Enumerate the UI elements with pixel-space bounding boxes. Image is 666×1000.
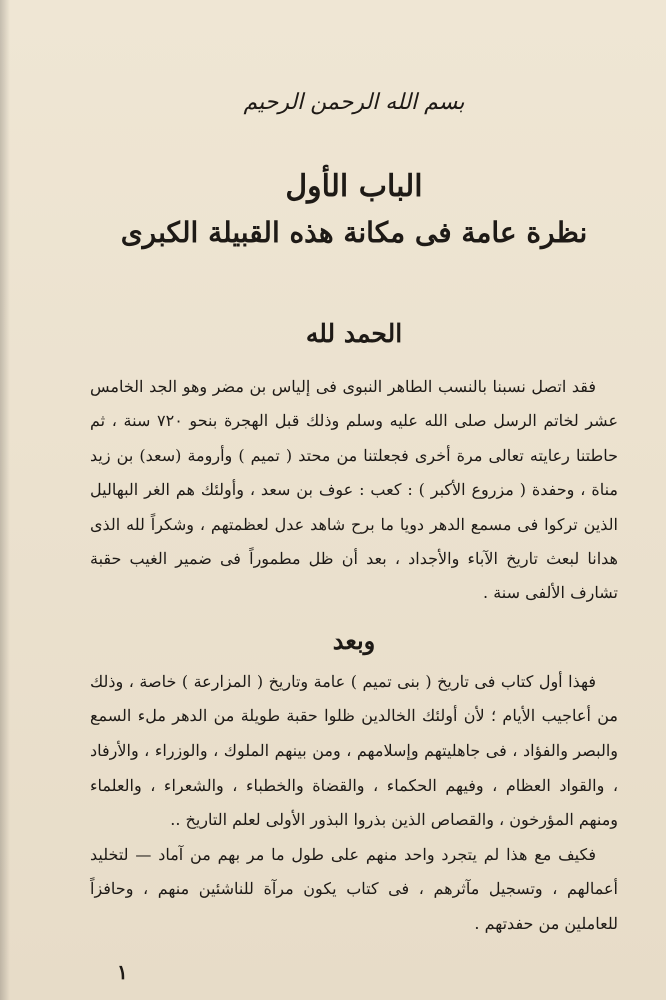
- baad-heading: وبعد: [332, 625, 376, 655]
- chapter-subtitle: نظرة عامة فى مكانة هذه القبيلة الكبرى: [120, 216, 588, 249]
- basmala: بسم الله الرحمن الرحيم: [243, 90, 465, 115]
- baad-paragraph-1: فهذا أول كتاب فى تاريخ ( بنى تميم ) عامة وتاريخ ( المزارعة ) خاصة ، وذلك من أعاجيب الأيام ؛ لأن أولئك الخالدين ظلوا حقبة طويلة من الدهر ملء السمع والبصر والفؤاد ، فى جاهليتهم وإسلامهم ، ومن بينهم الملوك ، والوزراء ، والأرفاد ، والقواد العظام ، وفيهم الحكماء ، والقضاة والخطباء ، والشعراء ، والعلماء ومنهم المؤرخون ، والقصاص الذين بذروا البذور الأولى لعلم التاريخ ..: [90, 671, 619, 830]
- chapter-title: الباب الأول: [285, 169, 423, 204]
- hamd-heading: الحمد لله: [305, 319, 403, 348]
- hamd-paragraph: فقد اتصل نسبنا بالنسب الطاهر النبوى فى إلياس بن مضر وهو الجد الخامس عشر لخاتم الرسل صلى الله عليه وسلم وذلك قبل الهجرة بنحو ٧٢٠ سنة ، ثم حاطتنا رعايته تعالى مرة أخرى فجعلتنا من محتد ( تميم ) وأرومة (سعد) بن زيد مناة ، وحفدة ( مزروع الأكبر ) : كعب : عوف بن سعد ، وأولئك هم الغر البهاليل الذين تركوا فى مسمع الدهر دويا ما برح شاهد عدل لعظمتهم ، وشكراً لله الذى هدانا لبعث تاريخ الآباء والأجداد ، بعد أن ظل مطموراً فى ضمير الغيب حقبة تشارف الألفى سنة .: [90, 377, 618, 603]
- page-gutter-shadow: [0, 0, 10, 1000]
- page-number: ١: [117, 960, 128, 984]
- baad-paragraph-2: فكيف مع هذا لم يتجرد واحد منهم على طول ما مر بهم من آماد — لتخليد أعمالهم ، وتسجيل مآثرهم ، فى كتاب يكون مرآة للناشئين منهم ، وحافزاً للعاملين من حفدتهم .: [90, 844, 618, 933]
- page-content: [90, 80, 618, 942]
